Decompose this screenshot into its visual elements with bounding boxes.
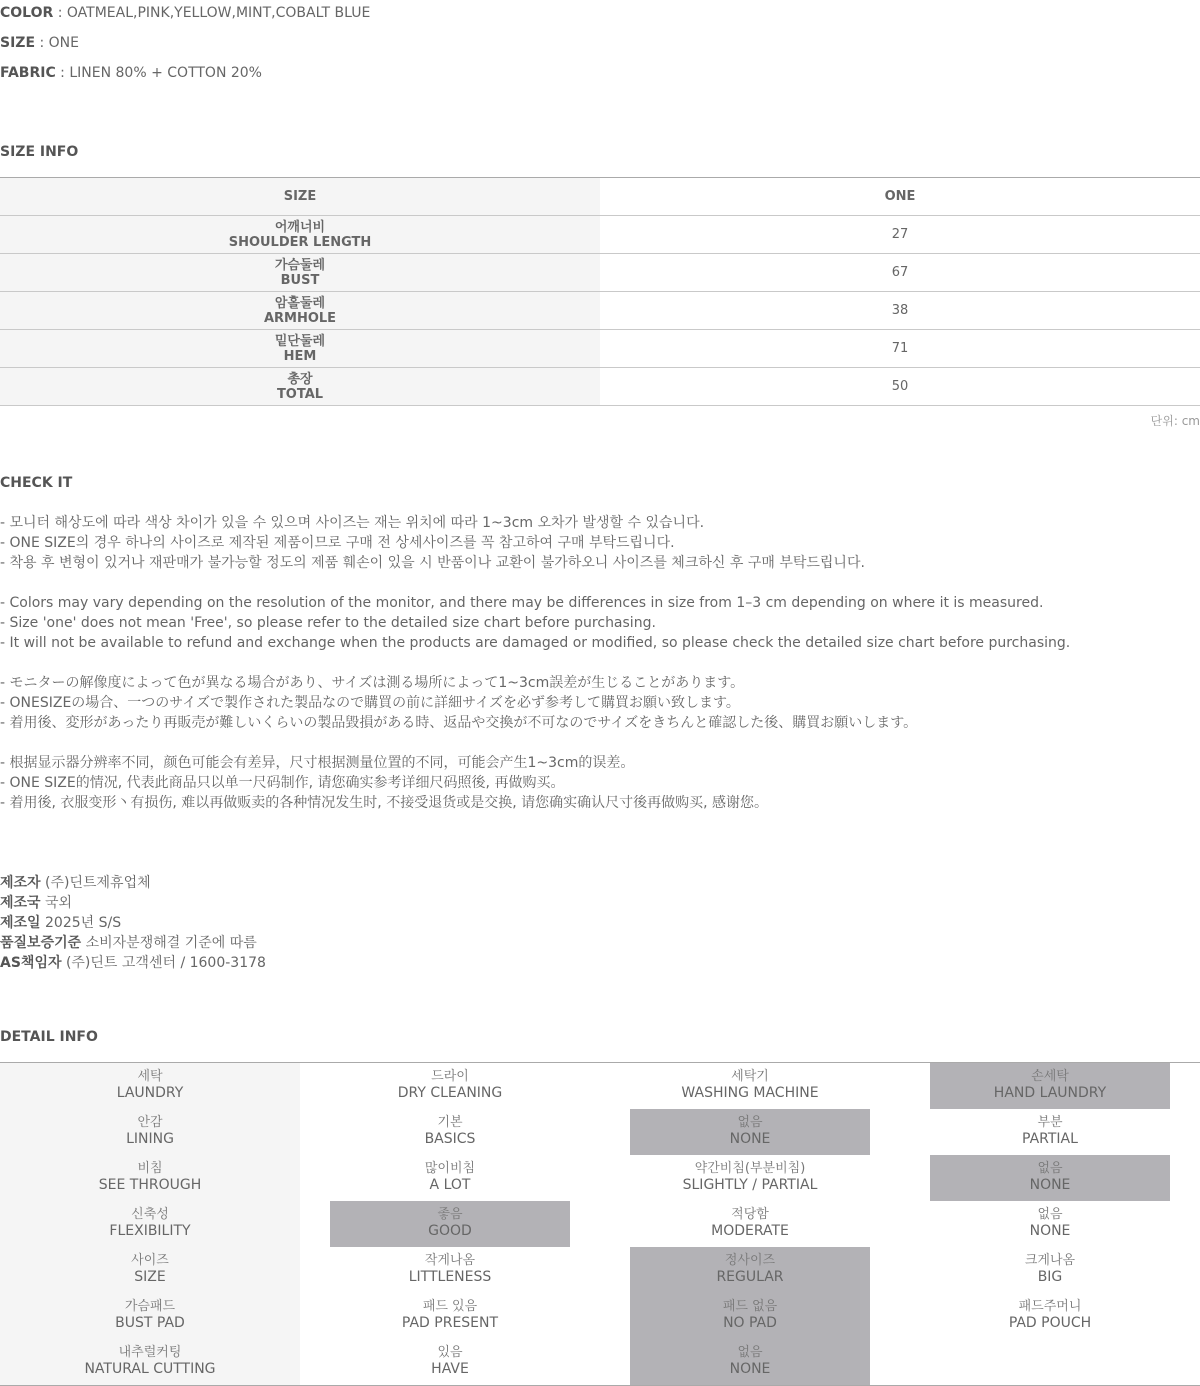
detail-option xyxy=(330,1247,570,1293)
table-row xyxy=(0,292,1200,330)
note-line: - 着用後、変形があったり再販売が難しいくらいの製品毀損がある時、返品や交換が不可なのでサイズをきちんと確認した後、購買お願いします。 xyxy=(0,715,918,731)
detail-label-ko: 내추럴커팅 xyxy=(118,1345,182,1360)
detail-label-cell xyxy=(30,1293,270,1339)
option-en: GOOD xyxy=(428,1223,472,1239)
size-header-label: SIZE xyxy=(0,178,600,216)
option-en: MODERATE xyxy=(711,1223,789,1239)
detail-row xyxy=(0,1293,1200,1339)
option-en: BIG xyxy=(1037,1269,1063,1285)
measure-en: ARMHOLE xyxy=(263,310,337,326)
detail-label xyxy=(0,1247,300,1293)
option-ko: 좋음 xyxy=(437,1207,463,1222)
manufacturer-info xyxy=(0,873,266,973)
detail-label-ko: 가슴패드 xyxy=(124,1299,176,1314)
detail-row xyxy=(0,1063,1200,1109)
option-ko: 작게나옴 xyxy=(424,1253,476,1268)
detail-label xyxy=(0,1201,300,1247)
option-ko: 많이비침 xyxy=(424,1161,476,1176)
detail-option xyxy=(930,1109,1170,1155)
option-ko: 적당함 xyxy=(731,1207,769,1222)
option-en: WASHING MACHINE xyxy=(681,1085,819,1101)
manufacturer-line: 제조자 (주)딘트제휴업체 xyxy=(0,875,151,891)
detail-label-cell xyxy=(30,1109,270,1155)
detail-option-selected xyxy=(330,1201,570,1247)
option-ko: 패드 있음 xyxy=(422,1299,478,1314)
option-en: PAD PRESENT xyxy=(401,1315,499,1331)
note-line: - ONE SIZE의 경우 하나의 사이즈로 제작된 제품이므로 구매 전 상세사이즈를 꼭 참고하여 구매 부탁드립니다. xyxy=(0,535,675,551)
measure-ko: 밑단둘레 xyxy=(274,333,326,349)
option-ko: 없음 xyxy=(737,1345,763,1360)
detail-label-cell xyxy=(30,1063,270,1109)
option-en: DRY CLEANING xyxy=(397,1085,503,1101)
measure-value: 50 xyxy=(600,368,1200,406)
note-line: - ONESIZEの場合、一つのサイズで製作された製品なので購買の前に詳細サイズを必ず参考して購買お願い致します。 xyxy=(0,695,740,711)
detail-option-selected xyxy=(630,1293,870,1339)
option-ko: 크게나옴 xyxy=(1024,1253,1076,1268)
size-info-line: SIZE : ONE xyxy=(0,35,79,51)
detail-option xyxy=(330,1109,570,1155)
detail-label-ko: 안감 xyxy=(137,1115,163,1130)
check-it-title: CHECK IT xyxy=(0,475,73,491)
detail-row xyxy=(0,1155,1200,1201)
detail-label-cell xyxy=(30,1201,270,1247)
detail-label xyxy=(0,1293,300,1339)
detail-label-en: SEE THROUGH xyxy=(98,1177,202,1193)
table-row xyxy=(0,330,1200,368)
detail-label-cell xyxy=(30,1339,270,1385)
detail-label-en: LAUNDRY xyxy=(116,1085,184,1101)
measure-en: TOTAL xyxy=(276,386,324,402)
notes-english xyxy=(0,593,1070,653)
detail-option xyxy=(330,1063,570,1109)
detail-row xyxy=(0,1201,1200,1247)
notes-japanese xyxy=(0,673,1070,733)
note-line: - 根据显示器分辨率不同，颜色可能会有差异，尺寸根据测量位置的不同，可能会产生1~3cm的误差。 xyxy=(0,755,635,771)
table-row xyxy=(0,216,1200,254)
detail-row xyxy=(0,1339,1200,1385)
detail-label xyxy=(0,1155,300,1201)
detail-label-cell xyxy=(30,1155,270,1201)
size-header-value: ONE xyxy=(600,178,1200,216)
detail-label-ko: 신축성 xyxy=(131,1207,169,1222)
detail-row xyxy=(0,1247,1200,1293)
option-ko: 있음 xyxy=(437,1345,463,1360)
measure-ko: 어깨너비 xyxy=(274,219,326,235)
option-ko: 부분 xyxy=(1037,1115,1063,1130)
measure-en: BUST xyxy=(280,272,320,288)
option-en: A LOT xyxy=(429,1177,471,1193)
detail-option xyxy=(330,1155,570,1201)
note-line: - 착용 후 변형이 있거나 재판매가 불가능할 정도의 제품 훼손이 있을 시 반품이나 교환이 불가하오니 사이즈를 체크하신 후 구매 부탁드립니다. xyxy=(0,555,865,571)
option-ko: 드라이 xyxy=(431,1069,469,1084)
size-info-title: SIZE INFO xyxy=(0,144,79,160)
option-ko: 기본 xyxy=(437,1115,463,1130)
detail-option-selected xyxy=(930,1155,1170,1201)
detail-label-en: FLEXIBILITY xyxy=(109,1223,191,1239)
option-en: NO PAD xyxy=(723,1315,777,1331)
detail-label-ko: 비침 xyxy=(137,1161,163,1176)
note-line: - It will not be available to refund and exchange when the products are damaged or modified, so please check the detailed size chart before purchasing. xyxy=(0,635,1071,651)
table-row xyxy=(0,254,1200,292)
measure-en: HEM xyxy=(283,348,317,364)
check-it-notes xyxy=(0,513,1070,833)
detail-label xyxy=(0,1063,300,1109)
detail-option xyxy=(630,1201,870,1247)
detail-label-en: NATURAL CUTTING xyxy=(84,1361,216,1377)
note-line: - Colors may vary depending on the resolution of the monitor, and there may be differences in size from 1–3 cm depending on where it is measured. xyxy=(0,595,1044,611)
detail-table xyxy=(0,1062,1200,1386)
note-line: - 着用後, 衣服变形丶有损伤, 难以再做贩卖的各种情况发生时, 不接受退货或是交换, 请您确实确认尺寸後再做购买, 感谢您。 xyxy=(0,795,769,811)
option-en: HAVE xyxy=(431,1361,469,1377)
option-en: NONE xyxy=(729,1361,771,1377)
size-table-header xyxy=(0,178,1200,216)
note-line: - モニターの解像度によって色が異なる場合があり、サイズは測る場所によって1~3cm誤差が生じることがあります。 xyxy=(0,675,745,691)
detail-option xyxy=(630,1063,870,1109)
unit-note: 단위: cm xyxy=(1150,414,1200,428)
detail-option xyxy=(930,1247,1170,1293)
measure-ko: 가슴둘레 xyxy=(274,257,326,273)
option-en: PAD POUCH xyxy=(1008,1315,1092,1331)
option-en: PARTIAL xyxy=(1022,1131,1078,1147)
notes-chinese xyxy=(0,753,1070,813)
fabric-info: FABRIC : LINEN 80% + COTTON 20% xyxy=(0,65,262,81)
as-line: AS책임자 (주)딘트 고객센터 / 1600-3178 xyxy=(0,955,266,971)
detail-info-title: DETAIL INFO xyxy=(0,1029,98,1045)
detail-option xyxy=(630,1155,870,1201)
detail-label xyxy=(0,1339,300,1385)
detail-label-cell xyxy=(30,1247,270,1293)
option-en: SLIGHTLY / PARTIAL xyxy=(682,1177,818,1193)
option-en: NONE xyxy=(1029,1177,1071,1193)
detail-option xyxy=(930,1339,1170,1385)
measure-value: 38 xyxy=(600,292,1200,330)
detail-option xyxy=(330,1339,570,1385)
detail-option xyxy=(930,1201,1170,1247)
detail-option xyxy=(330,1293,570,1339)
option-ko: 세탁기 xyxy=(731,1069,769,1084)
size-table xyxy=(0,177,1200,406)
option-ko: 정사이즈 xyxy=(724,1253,776,1268)
detail-row xyxy=(0,1109,1200,1155)
detail-label-en: SIZE xyxy=(134,1269,166,1285)
measure-ko: 암홀둘레 xyxy=(274,295,326,311)
note-line: - 모니터 해상도에 따라 색상 차이가 있을 수 있으며 사이즈는 재는 위치에 따라 1~3cm 오차가 발생할 수 있습니다. xyxy=(0,515,705,531)
note-line: - Size 'one' does not mean 'Free', so please refer to the detailed size chart before purchasing. xyxy=(0,615,656,631)
detail-option-selected xyxy=(630,1109,870,1155)
detail-option-selected xyxy=(630,1339,870,1385)
color-info: COLOR : OATMEAL,PINK,YELLOW,MINT,COBALT BLUE xyxy=(0,5,371,21)
option-ko: 패드 없음 xyxy=(722,1299,778,1314)
detail-label-ko: 세탁 xyxy=(137,1069,163,1084)
detail-label-en: LINING xyxy=(126,1131,174,1147)
measure-value: 27 xyxy=(600,216,1200,254)
note-line: - ONE SIZE的情况, 代表此商品只以单一尺码制作, 请您确实参考详细尺码照後, 再做购买。 xyxy=(0,775,565,791)
measure-value: 67 xyxy=(600,254,1200,292)
detail-label-ko: 사이즈 xyxy=(131,1253,169,1268)
detail-option-selected xyxy=(630,1247,870,1293)
detail-option xyxy=(930,1293,1170,1339)
option-ko: 약간비침(부분비침) xyxy=(694,1161,806,1176)
detail-label xyxy=(0,1109,300,1155)
option-en: NONE xyxy=(729,1131,771,1147)
measure-en: SHOULDER LENGTH xyxy=(228,234,372,250)
option-en: HAND LAUNDRY xyxy=(993,1085,1107,1101)
detail-label-en: BUST PAD xyxy=(115,1315,185,1331)
measure-ko: 총장 xyxy=(287,371,313,387)
detail-option-selected xyxy=(930,1063,1170,1109)
option-en: BASICS xyxy=(424,1131,476,1147)
notes-korean xyxy=(0,513,1070,573)
option-en: REGULAR xyxy=(716,1269,784,1285)
option-en: NONE xyxy=(1029,1223,1071,1239)
option-en: LITTLENESS xyxy=(408,1269,492,1285)
date-line: 제조일 2025년 S/S xyxy=(0,915,122,931)
option-ko: 손세탁 xyxy=(1031,1069,1069,1084)
table-row xyxy=(0,368,1200,406)
option-ko: 패드주머니 xyxy=(1018,1299,1082,1314)
measure-value: 71 xyxy=(600,330,1200,368)
quality-line: 품질보증기준 소비자분쟁해결 기준에 따름 xyxy=(0,935,257,951)
country-line: 제조국 국외 xyxy=(0,895,73,911)
option-ko: 없음 xyxy=(737,1115,763,1130)
option-ko: 없음 xyxy=(1037,1207,1063,1222)
option-ko: 없음 xyxy=(1037,1161,1063,1176)
